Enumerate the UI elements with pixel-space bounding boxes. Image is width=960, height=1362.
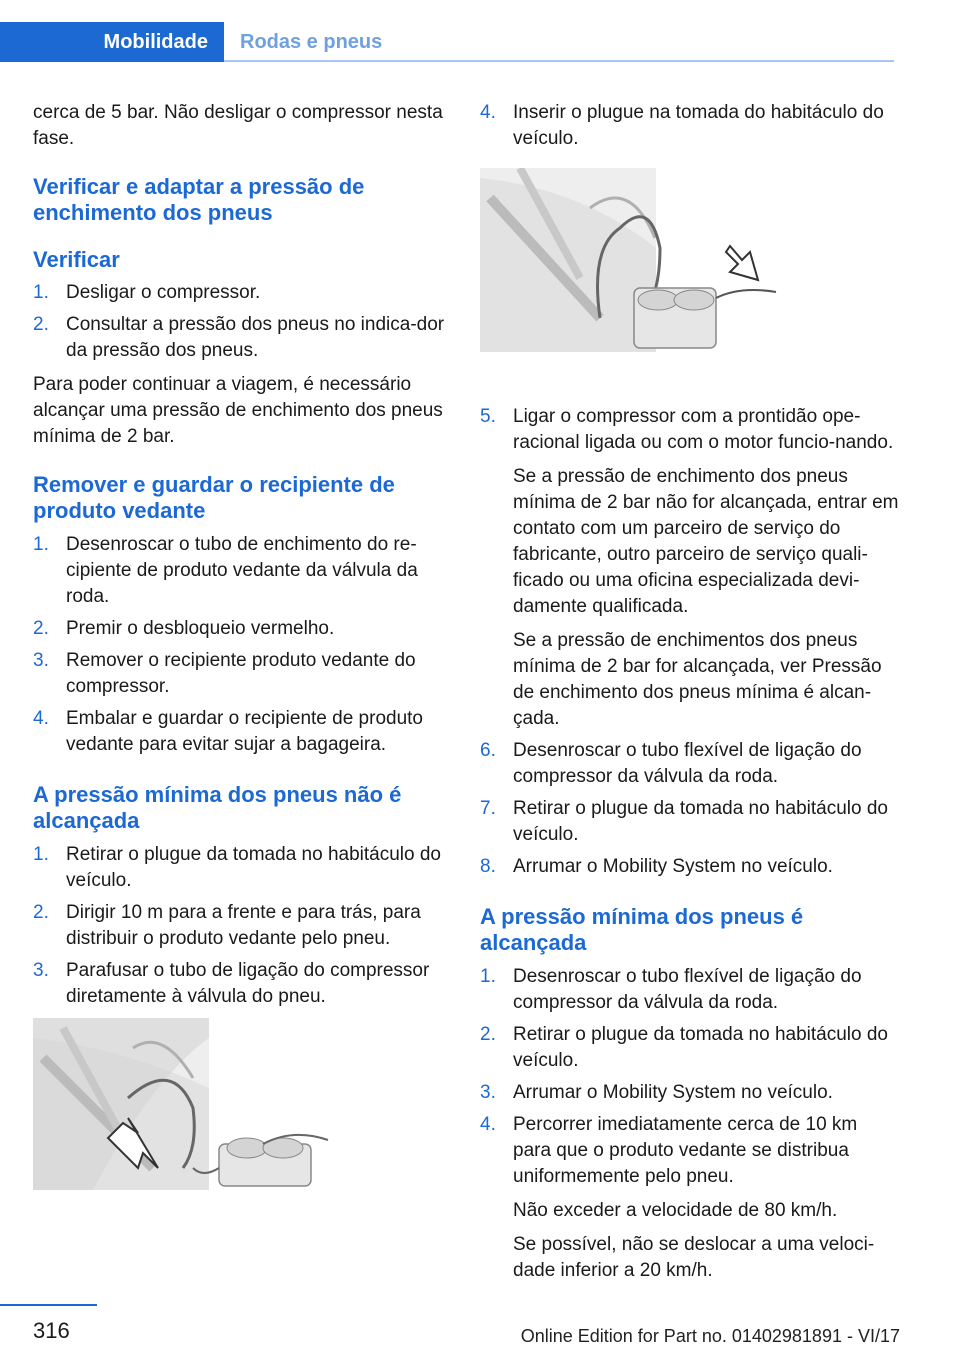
list-item <box>480 796 900 848</box>
step-number: 2. <box>33 314 49 335</box>
list-item <box>480 854 900 880</box>
heading-reached: A pressão mínima dos pneus é alcançada <box>480 904 804 955</box>
step-number: 2. <box>480 1024 496 1045</box>
heading-check: Verificar <box>33 247 120 272</box>
list-item <box>480 1080 900 1106</box>
step-text: Desenroscar o tubo de enchimento do re-cipiente de produto vedante da válvula da roda. <box>66 534 418 607</box>
page-header <box>0 0 960 62</box>
step-number: 4. <box>480 102 496 123</box>
step-text: Desligar o compressor. <box>66 282 261 303</box>
check-note: Para poder continuar a viagem, é necessário alcançar uma pressão de enchimento dos pneus mínima de 2 bar. <box>33 374 443 447</box>
compressor-steps <box>480 404 900 880</box>
heading-not-reached: A pressão mínima dos pneus não é alcançada <box>33 782 402 833</box>
step-number: 5. <box>480 406 496 427</box>
list-item <box>33 648 453 700</box>
step-text: Arrumar o Mobility System no veículo. <box>513 856 833 877</box>
step-number: 4. <box>480 1114 496 1135</box>
step-text: Embalar e guardar o recipiente de produto vedante para evitar sujar a bagageira. <box>66 708 424 755</box>
list-item <box>480 1022 900 1074</box>
list-item <box>480 404 900 732</box>
list-item <box>33 616 453 642</box>
tab-rodas-e-pneus[interactable]: Rodas e pneus <box>240 31 383 53</box>
step-text: Percorrer imediatamente cerca de 10 km para que o produto vedante se distribua uniformemente pelo pneu. <box>513 1114 858 1187</box>
step-text: Premir o desbloqueio vermelho. <box>66 618 335 639</box>
remove-steps <box>33 532 453 758</box>
step-text: Desenroscar o tubo flexível de ligação do compressor da válvula da roda. <box>513 740 862 787</box>
right-column-continued <box>480 404 900 1284</box>
heading-remove: Remover e guardar o recipiente de produto vedante <box>33 472 395 523</box>
list-item <box>33 958 453 1010</box>
step-subtext: Se possível, não se deslocar a uma veloci-dade inferior a 20 km/h. <box>513 1234 875 1281</box>
step-number: 2. <box>33 902 49 923</box>
step-text: Inserir o plugue na tomada do habitáculo do veículo. <box>513 102 884 149</box>
step-number: 1. <box>33 534 49 555</box>
right-column <box>480 100 900 152</box>
edition-note: Online Edition for Part no. 01402981891 - VI/17 <box>520 1326 900 1346</box>
page-number: 316 <box>33 1318 70 1343</box>
list-item <box>33 532 453 610</box>
tab-mobilidade[interactable]: Mobilidade <box>0 22 224 62</box>
step-text: Consultar a pressão dos pneus no indica-dor da pressão dos pneus. <box>66 314 445 361</box>
header-rule <box>224 60 894 62</box>
step-number: 2. <box>33 618 49 639</box>
step-text: Arrumar o Mobility System no veículo. <box>513 1082 833 1103</box>
continued-steps <box>480 100 900 152</box>
step-number: 3. <box>480 1082 496 1103</box>
list-item <box>33 842 453 894</box>
step-number: 4. <box>33 708 49 729</box>
intro-text: cerca de 5 bar. Não desligar o compressor nesta fase. <box>33 102 443 149</box>
list-item <box>480 738 900 790</box>
list-item <box>480 100 900 152</box>
not-reached-steps <box>33 842 453 1010</box>
step-number: 7. <box>480 798 496 819</box>
step-subtext: Não exceder a velocidade de 80 km/h. <box>513 1200 838 1221</box>
step-text: Desenroscar o tubo flexível de ligação do compressor da válvula da roda. <box>513 966 862 1013</box>
plug-socket-illustration <box>480 168 780 352</box>
step-text: Dirigir 10 m para a frente e para trás, para distribuir o produto vedante pelo pneu. <box>66 902 421 949</box>
step-text: Remover o recipiente produto vedante do compressor. <box>66 650 416 697</box>
list-item <box>480 964 900 1016</box>
step-number: 1. <box>33 282 49 303</box>
step-number: 1. <box>480 966 496 987</box>
step-text: Retirar o plugue da tomada no habitáculo do veículo. <box>513 798 888 845</box>
step-number: 6. <box>480 740 496 761</box>
step-subtext: Se a pressão de enchimentos dos pneus mínima de 2 bar for alcançada, ver Pressão de enchimento dos pneus mínima é alcan-çada. <box>513 630 882 729</box>
list-item <box>33 312 453 364</box>
list-item <box>33 900 453 952</box>
step-number: 3. <box>33 960 49 981</box>
step-text: Retirar o plugue da tomada no habitáculo do veículo. <box>513 1024 888 1071</box>
list-item <box>480 1112 900 1284</box>
step-text: Parafusar o tubo de ligação do compressor diretamente à válvula do pneu. <box>66 960 430 1007</box>
list-item <box>33 706 453 758</box>
step-text: Ligar o compressor com a prontidão ope-racional ligada ou com o motor funcio-nando. <box>513 406 894 453</box>
list-item <box>33 280 453 306</box>
heading-check-adjust: Verificar e adaptar a pressão de enchimento dos pneus <box>33 174 365 225</box>
left-column <box>33 100 453 1010</box>
step-number: 3. <box>33 650 49 671</box>
step-text: Retirar o plugue da tomada no habitáculo do veículo. <box>66 844 441 891</box>
reached-steps <box>480 964 900 1284</box>
step-number: 1. <box>33 844 49 865</box>
step-subtext: Se a pressão de enchimento dos pneus mínima de 2 bar não for alcançada, entrar em contato com um parceiro de serviço do fabricante, outro parceiro de serviço quali-ficado ou uma oficina especializada devi-damente qualificada. <box>513 466 899 617</box>
compressor-valve-illustration <box>33 1018 333 1190</box>
check-steps <box>33 280 453 364</box>
footer-rule <box>0 1304 97 1306</box>
step-number: 8. <box>480 856 496 877</box>
